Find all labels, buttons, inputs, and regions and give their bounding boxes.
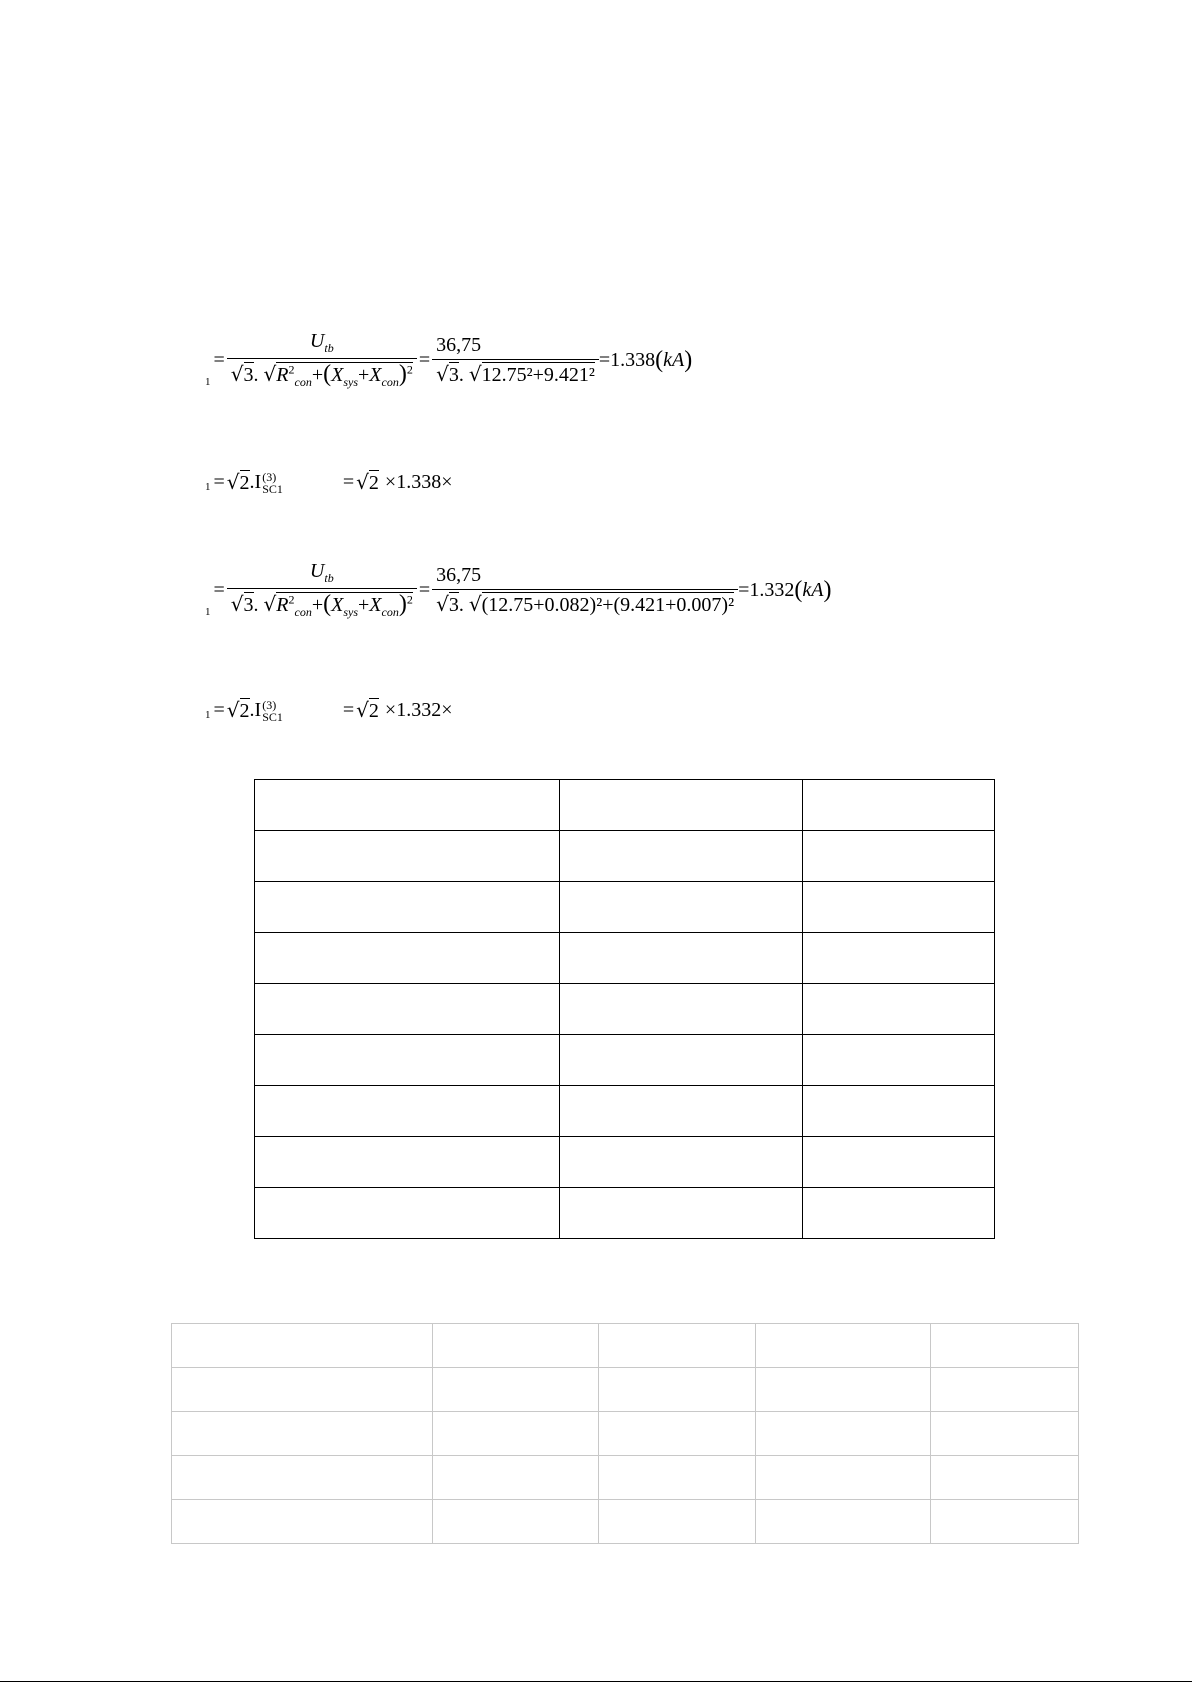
result-value: =1.338	[598, 348, 656, 371]
table-cell	[172, 1412, 433, 1456]
table-row	[255, 933, 995, 984]
table-cell	[599, 1456, 756, 1500]
table-row	[255, 984, 995, 1035]
table-cell	[803, 1188, 995, 1239]
equation-3: 1 = $\frac{U_{tb}}{√3. √R^2_{con}+(X_{sys}+X_{con})^2}$ = $\frac{36,75}{\text{√3. √(12.75+0.082)²+(9.421+0.007)²}}$ =1.332 ( kA )	[205, 560, 832, 619]
table-cell	[931, 1500, 1079, 1544]
table-cell	[756, 1412, 931, 1456]
footer-rule	[0, 1681, 1192, 1682]
table-row	[172, 1456, 1079, 1500]
table-row	[255, 780, 995, 831]
table-cell	[255, 1086, 560, 1137]
table-cell	[560, 933, 803, 984]
table-cell	[931, 1368, 1079, 1412]
table-cell	[560, 1086, 803, 1137]
table-cell	[931, 1456, 1079, 1500]
table-cell	[560, 882, 803, 933]
table-row	[172, 1324, 1079, 1368]
unit: kA	[802, 578, 824, 601]
table-cell	[255, 882, 560, 933]
sqrt-3: √3	[230, 362, 254, 386]
table-cell	[599, 1368, 756, 1412]
lhs-subscript: 1	[205, 376, 211, 388]
table-cell	[255, 1035, 560, 1086]
table-cell	[931, 1412, 1079, 1456]
equation-4: 1 = √2 . I (3) SC1 = √2 ×1.332×	[205, 697, 453, 724]
table-cell	[433, 1456, 599, 1500]
table-cell	[756, 1368, 931, 1412]
rhs-text: ×1.338×	[384, 471, 453, 493]
table-row	[255, 1086, 995, 1137]
table-cell	[560, 1137, 803, 1188]
table-cell	[172, 1456, 433, 1500]
table-cell	[560, 831, 803, 882]
table-row	[255, 1188, 995, 1239]
equation-1: 1 = $\frac{U_{tb}}{√3. √R^2_{con}+(X_{sys}+X_{con})^2}$ = $\frac{36,75}{\text{√3. √12.75²+9.421²}}$ =1.338 ( kA )	[205, 330, 693, 389]
table-cell	[803, 933, 995, 984]
table-cell	[172, 1500, 433, 1544]
rhs-text: ×1.332×	[384, 699, 453, 721]
table-cell	[803, 1086, 995, 1137]
equation-2: 1 = √2 . I (3) SC1 = √2 ×1.338×	[205, 469, 453, 496]
table-cell	[599, 1412, 756, 1456]
sqrt-expression: $√R^2_{con}+(X_{sys}+X_{con})^2$	[263, 361, 413, 389]
table-cell	[931, 1324, 1079, 1368]
value-fraction: $\frac{36,75}{\text{√3. √12.75²+9.421²}}$	[432, 334, 599, 387]
table-cell	[599, 1500, 756, 1544]
table-cell	[803, 831, 995, 882]
table-row	[255, 831, 995, 882]
table-row	[255, 1137, 995, 1188]
table-cell	[255, 780, 560, 831]
table-row	[255, 882, 995, 933]
result-value: =1.332	[738, 578, 795, 601]
table-cell	[756, 1500, 931, 1544]
formula-fraction: $\frac{U_{tb}}{√3. √R^2_{con}+(X_{sys}+X_{con})^2}$	[227, 330, 417, 390]
table-cell	[803, 1137, 995, 1188]
table-cell	[560, 1035, 803, 1086]
table-row	[172, 1412, 1079, 1456]
table-cell	[560, 984, 803, 1035]
table-cell	[255, 1188, 560, 1239]
table-cell	[255, 831, 560, 882]
value-fraction: $\frac{36,75}{\text{√3. √(12.75+0.082)²+(9.421+0.007)²}}$	[432, 564, 738, 617]
table-cell	[172, 1324, 433, 1368]
table-cell	[803, 780, 995, 831]
table-cell	[756, 1324, 931, 1368]
current-symbol: I (3) SC1	[254, 469, 283, 496]
table-cell	[756, 1456, 931, 1500]
table-cell	[433, 1324, 599, 1368]
table-cell	[803, 984, 995, 1035]
table-cell	[560, 780, 803, 831]
unit: kA	[663, 348, 685, 371]
formula-fraction: $\frac{U_{tb}}{√3. √R^2_{con}+(X_{sys}+X_{con})^2}$	[227, 560, 417, 620]
summary-table	[171, 1323, 1079, 1544]
table-cell	[599, 1324, 756, 1368]
table-cell	[433, 1368, 599, 1412]
table-cell	[255, 933, 560, 984]
table-cell	[255, 984, 560, 1035]
table-cell	[433, 1500, 599, 1544]
table-cell	[172, 1368, 433, 1412]
table-cell	[433, 1412, 599, 1456]
current-symbol: I (3) SC1	[254, 697, 283, 724]
table-row	[172, 1500, 1079, 1544]
table-row	[255, 1035, 995, 1086]
table-cell	[255, 1137, 560, 1188]
table-row	[172, 1368, 1079, 1412]
table-cell	[803, 882, 995, 933]
results-table	[254, 779, 995, 1239]
table-cell	[803, 1035, 995, 1086]
table-cell	[560, 1188, 803, 1239]
